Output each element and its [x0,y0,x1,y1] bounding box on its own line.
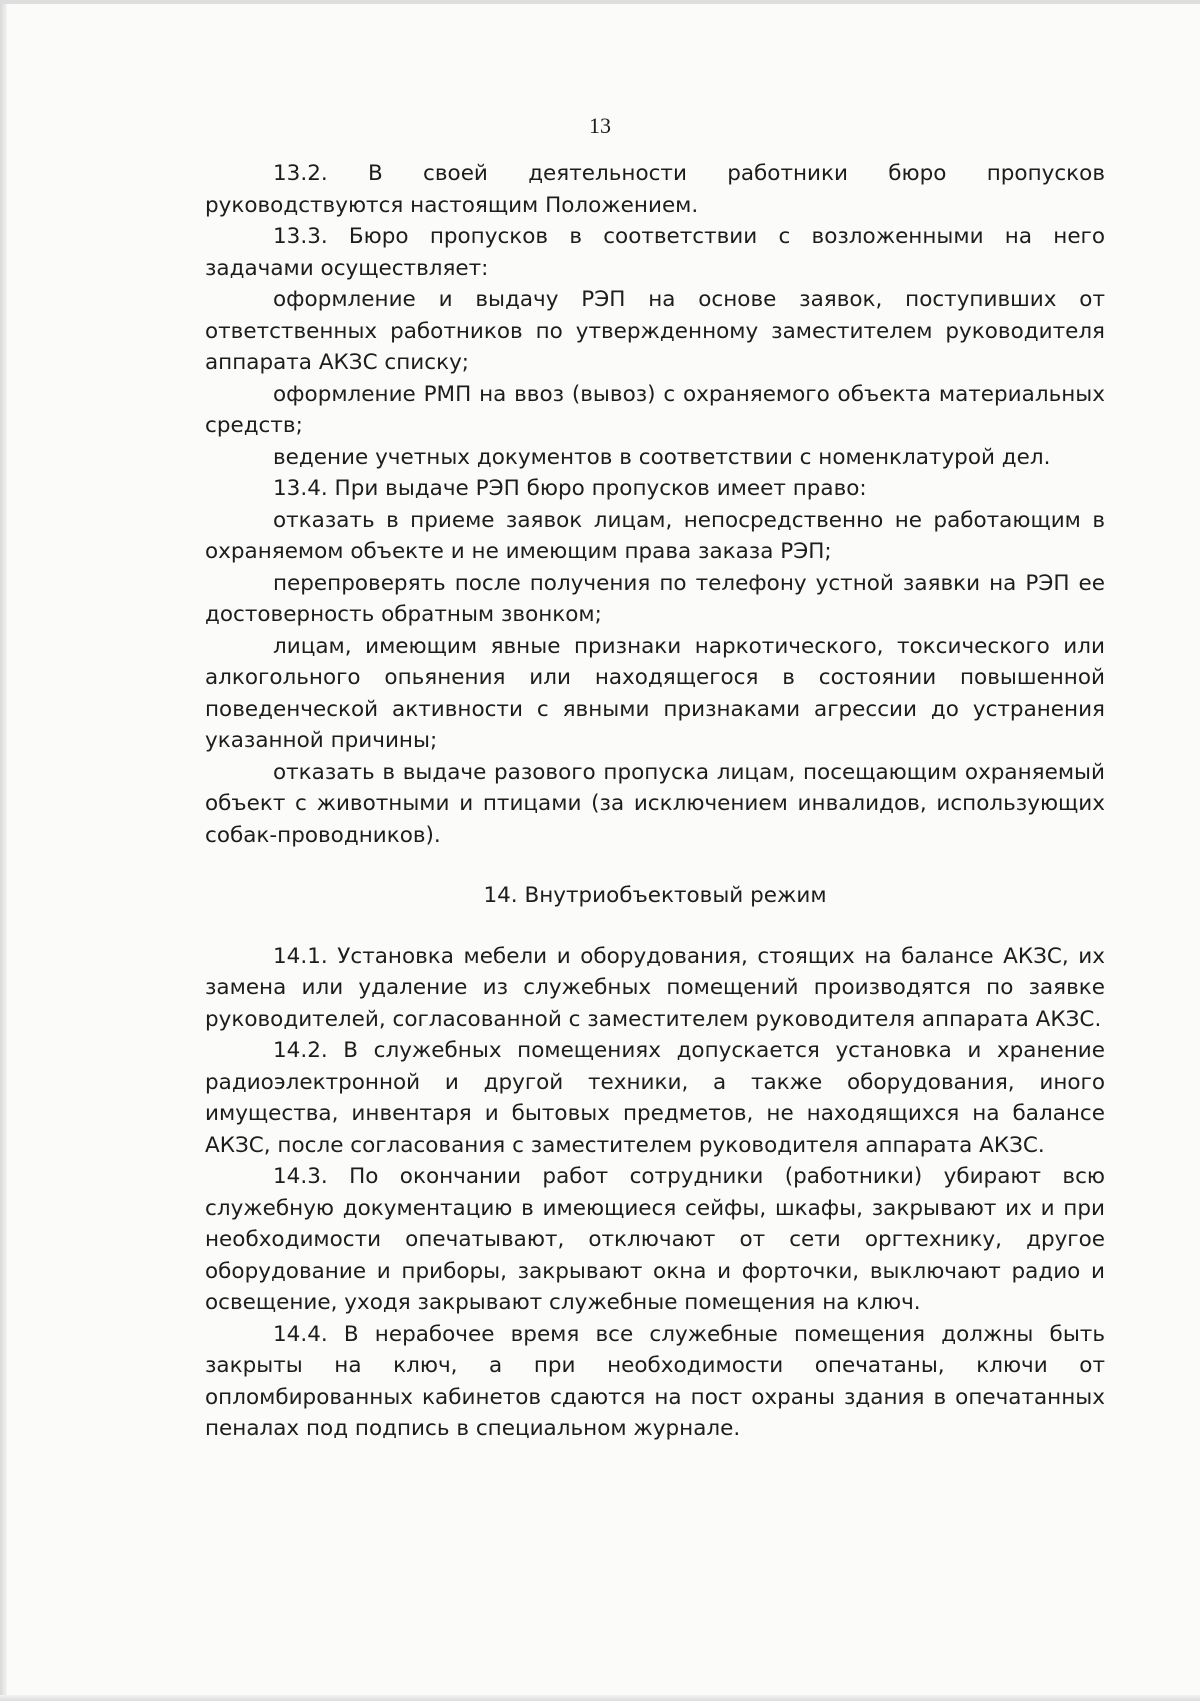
scan-edge-left [0,0,7,1701]
scan-edge-bottom [0,1695,1200,1701]
list-item-material-passes: оформление РМП на ввоз (вывоз) с охраняемого объекта материальных средств; [205,381,1105,438]
paragraph-14-3: 14.3. По окончании работ сотрудники (работники) убирают всю служебную документацию в имеющиеся сейфы, шкафы, закрывают их и при необходимости опечатывают, отключают от сети оргтехнику, другое оборудование и приборы, закрывают окна и форточки, выключают радио и освещение, уходя закрывают служебные помещения на ключ. [205,1164,1105,1315]
paragraph-13-2: 13.2. В своей деятельности работники бюро пропусков руководствуются настоящим Положением. [205,161,1105,218]
paragraph-14-4: 14.4. В нерабочее время все служебные помещения должны быть закрыты на ключ, а при необходимости опечатаны, ключи от опломбированных кабинетов сдаются на пост охраны здания в опечатанных пеналах под подпись в специальном журнале. [205,1321,1105,1441]
paragraph-13-3: 13.3. Бюро пропусков в соответствии с возложенными на него задачами осуществляет: [205,224,1105,281]
paragraph-14-1: 14.1. Установка мебели и оборудования, стоящих на балансе АКЗС, их замена или удаление из служебных помещений производятся по заявке руководителей, согласованной с заместителем руководителя аппарата АКЗС. [205,943,1105,1032]
list-item-records: ведение учетных документов в соответствии с номенклатурой дел. [273,444,1051,470]
section-heading-14: 14. Внутриобъектовый режим [483,883,827,908]
list-item-verify-requests: перепроверять после получения по телефону устной заявки на РЭП ее достоверность обратным звонком; [205,570,1105,627]
document-body [205,158,1105,1445]
list-item-animals: отказать в выдаче разового пропуска лицам, посещающим охраняемый объект с животными и птицами (за исключением инвалидов, использующих собак-проводников). [205,759,1105,848]
list-item-issue-passes: оформление и выдачу РЭП на основе заявок, поступивших от ответственных работников по утвержденному заместителем руководителя аппарата АКЗС списку; [205,287,1105,375]
page-number: 13 [589,113,611,138]
scan-edge-top [0,0,1200,4]
list-item-intoxicated-persons: лицам, имеющим явные признаки наркотического, токсического или алкогольного опьянения или находящегося в состоянии повышенной поведенческой активности с явными признаками агрессии до устранения указанной причины; [205,633,1105,753]
paragraph-13-4: 13.4. При выдаче РЭП бюро пропусков имеет право: [273,476,867,501]
paragraph-14-2: 14.2. В служебных помещениях допускается установка и хранение радиоэлектронной и другой техники, а также оборудования, иного имущества, инвентаря и бытовых предметов, не находящихся на балансе АКЗС, после согласования с заместителем руководителя аппарата АКЗС. [205,1038,1105,1158]
list-item-refuse-requests: отказать в приеме заявок лицам, непосредственно не работающим в охраняемом объекте и не имеющим права заказа РЭП; [205,507,1105,564]
